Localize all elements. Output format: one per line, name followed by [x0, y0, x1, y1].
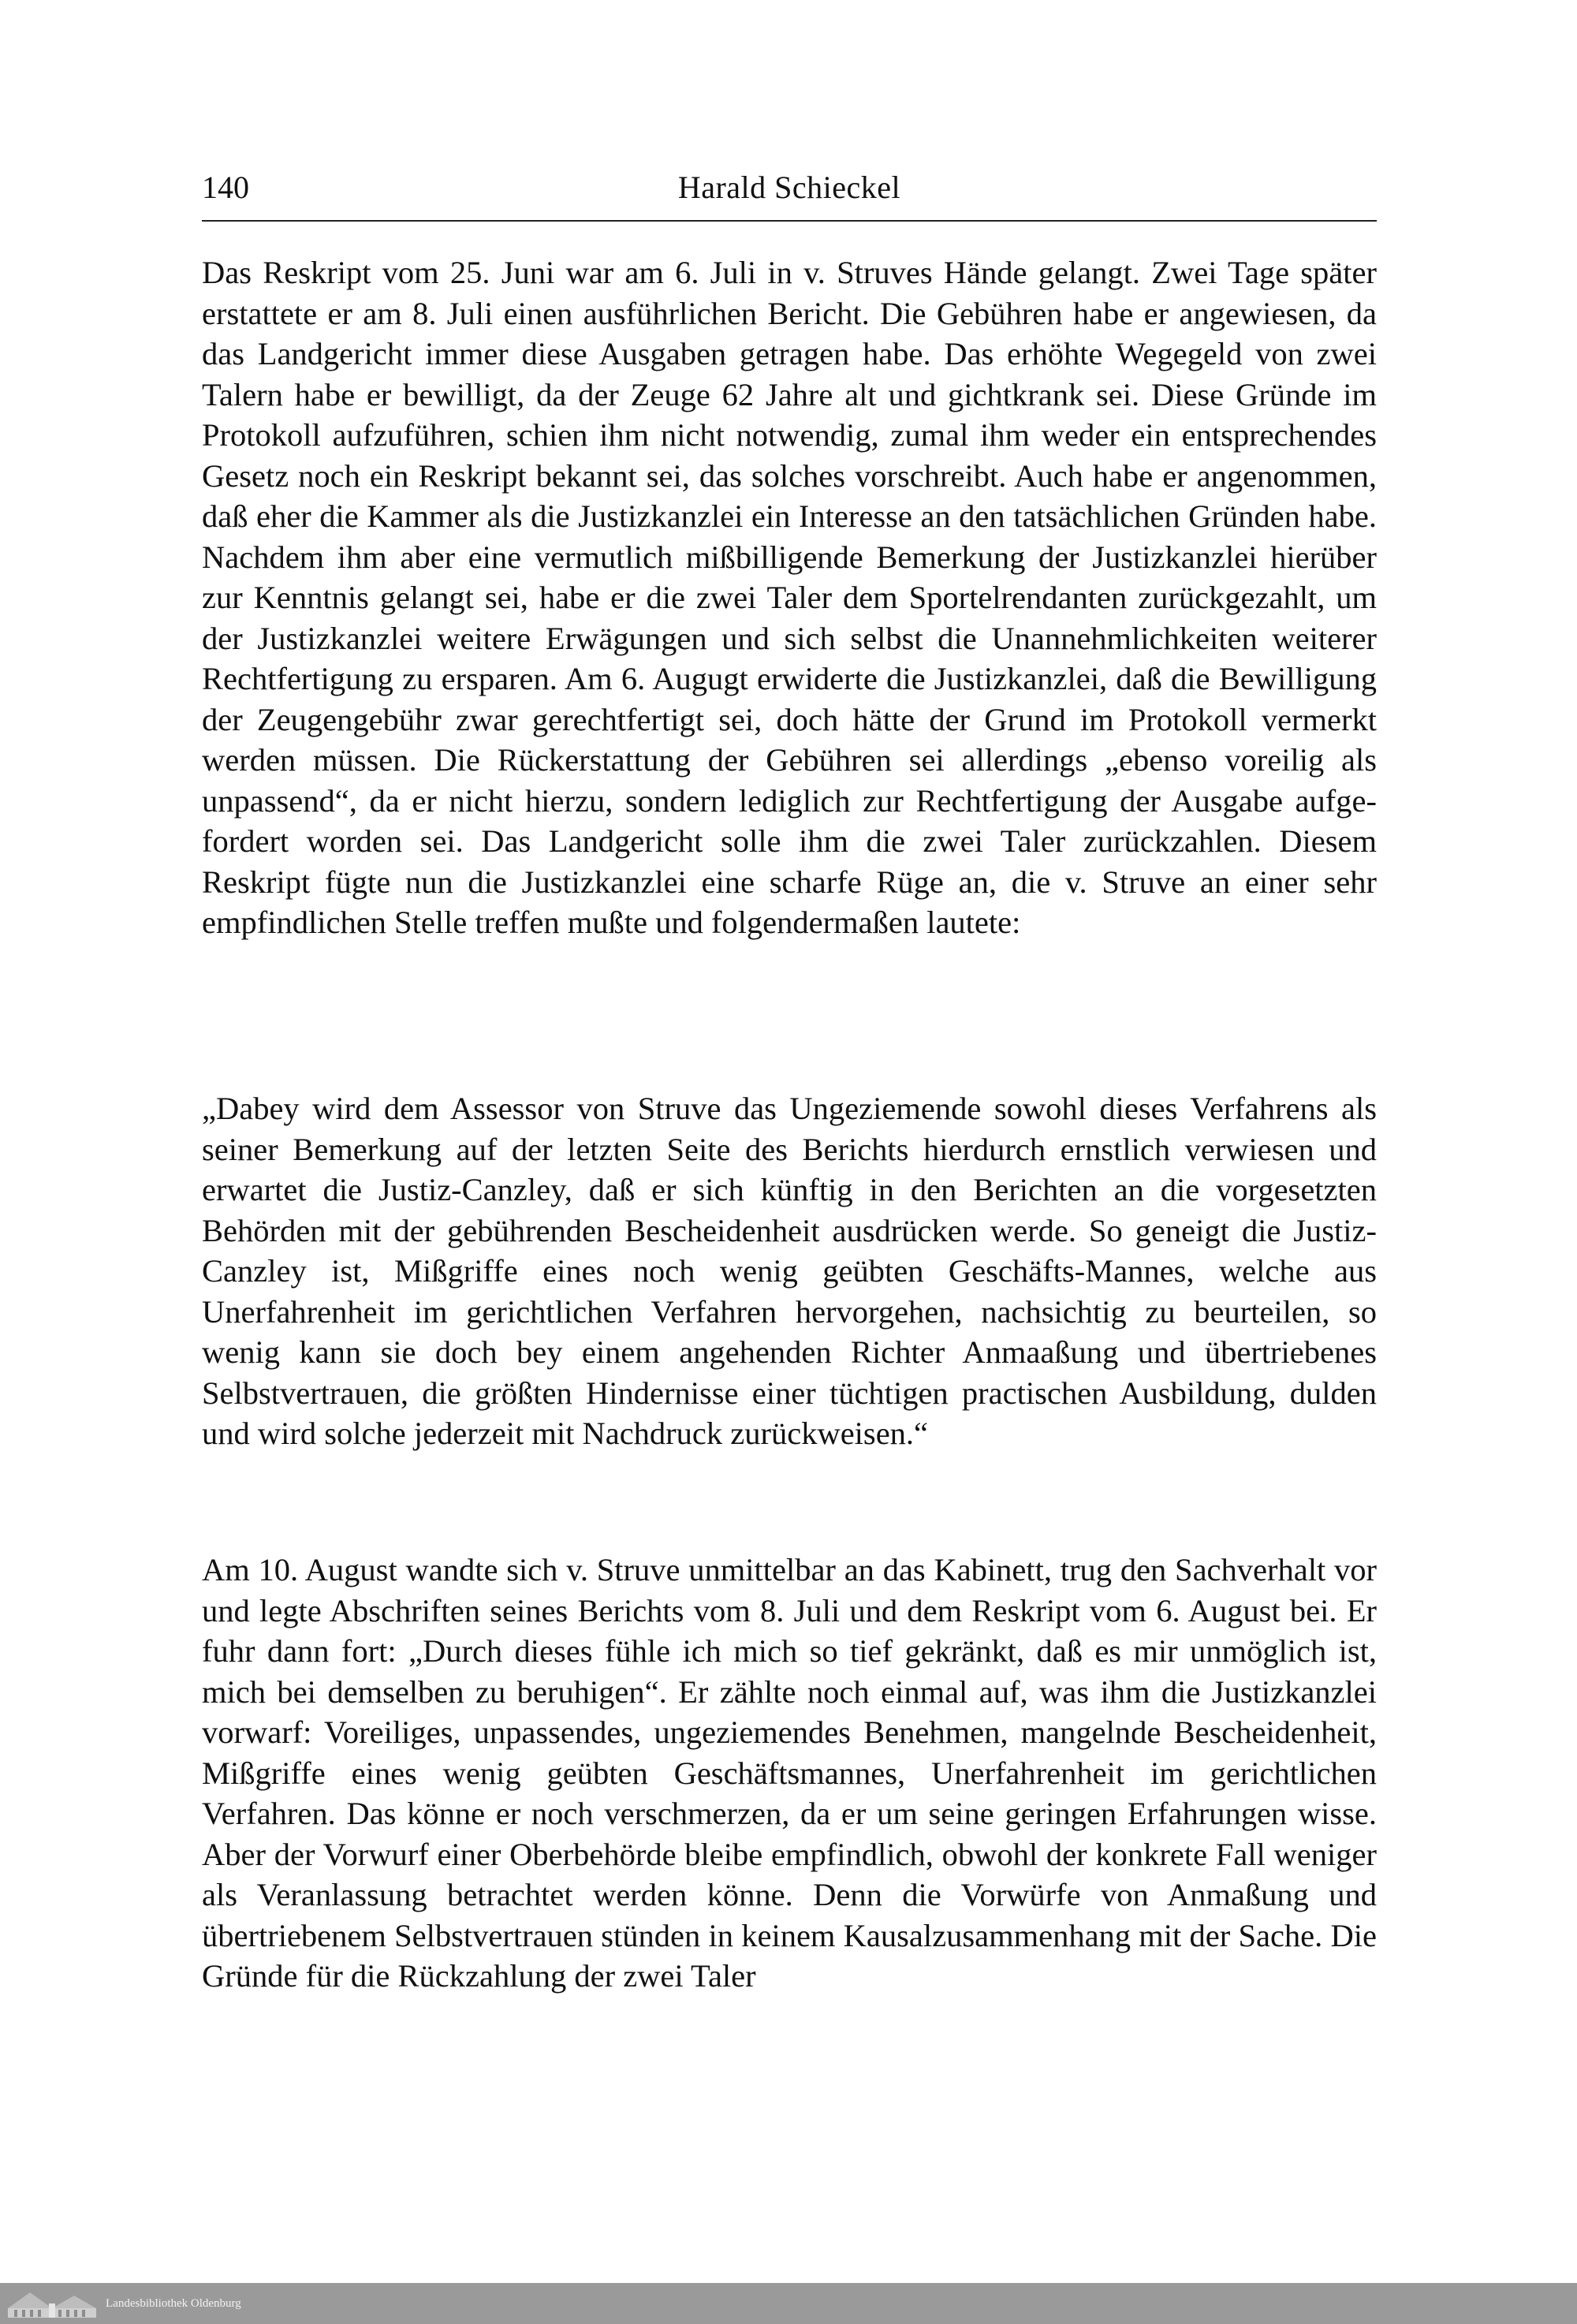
- body-paragraph: Am 10. August wandte sich v. Struve unmittelbar an das Kabinett, trug den Sachverhalt vor und legte Abschriften seines Berichts vom 8. Juli und dem Reskript vom 6. August bei. Er fuhr dann fort: „Durch dieses fühle ich mich so tief gekränkt, daß es mir unmöglich ist, mich bei demselben zu beruhigen“. Er zählte noch einmal auf, was ihm die Justizkanzlei vorwarf: Voreiliges, unpassendes, ungeziemendes Benehmen, mangelnde Bescheidenheit, Mißgriffe eines wenig geübten Geschäftsmannes, Unerfahrenheit im gerichtlichen Verfahren. Das könne er noch verschmerzen, da er um seine geringen Erfahrungen wisse. Aber der Vorwurf einer Oberbehörde bleibe empfindlich, obwohl der konkrete Fall weniger als Veranlassung betrachtet werden könne. Denn die Vorwürfe von Anmaßung und übertriebenem Selbstvertrauen stünden in keinem Kausalzusammenhang mit der Sache. Die Gründe für die Rückzahlung der zwei Taler: [202, 1552, 1377, 1994]
- library-label: Landesbibliothek Oldenburg: [106, 2297, 241, 2310]
- footer-bar: [0, 2283, 1577, 2324]
- library-building-icon: [6, 2288, 98, 2319]
- running-title: Harald Schieckel: [677, 170, 901, 205]
- page-number: 140: [202, 170, 249, 205]
- header-rule: [202, 220, 1377, 222]
- block-quote: „Dabey wird dem Assessor von Struve das Ungeziemende sowohl dieses Verfahrens als seiner Bemerkung auf der letzten Seite des Berichts hierdurch ernstlich verwiesen und erwartet die Justiz-Canzley, daß er sich künftig in den Berichten an die vorgesetzten Behörden mit der gebührenden Bescheidenheit ausdrücken werde. So geneigt die Justiz-Canzley ist, Mißgriffe eines noch wenig geübten Geschäfts-Mannes, welche aus Unerfahrenheit im gerichtlichen Verfahren hervorgehen, nachsichtig zu beurteilen, so wenig kann sie doch bey einem angehenden Richter Anmaaßung und übertriebenes Selbstvertrauen, die größten Hindernisse einer tüchtigen practischen Ausbildung, dulden und wird solche jederzeit mit Nachdruck zurückweisen.“: [202, 1091, 1377, 1451]
- body-paragraph: Das Reskript vom 25. Juni war am 6. Juli in v. Struves Hände gelangt. Zwei Tage später erstattete er am 8. Juli einen ausführlichen Bericht. Die Gebühren habe er angewiesen, da das Landgericht immer diese Ausgaben getragen habe. Das erhöhte Wegegeld von zwei Talern habe er bewilligt, da der Zeuge 62 Jahre alt und gichtkrank sei. Diese Gründe im Protokoll aufzuführen, schien ihm nicht notwendig, zumal ihm weder ein entsprechendes Gesetz noch ein Reskript bekannt sei, das solches vorschreibt. Auch habe er angenommen, daß eher die Kammer als die Justizkanzlei ein Interesse an den tatsächlichen Gründen habe. Nachdem ihm aber eine vermutlich mißbilligende Bemerkung der Justizkanzlei hierüber zur Kenntnis gelangt sei, habe er die zwei Taler dem Sportelrendanten zurückgezahlt, um der Justizkanzlei weitere Erwägungen und sich selbst die Unannehmlichkeiten weiterer Rechtfertigung zu ersparen. Am 6. Augugt erwiderte die Justizkanzlei, daß die Bewilligung der Zeugengebühr zwar gerechtfertigt sei, doch hätte der Grund im Protokoll vermerkt werden müssen. Die Rückerstattung der Gebühren sei allerdings „ebenso voreilig als unpassend“, da er nicht hierzu, sondern lediglich zur Rechtfertigung der Ausgabe aufgefordert worden sei. Das Landgericht solle ihm die zwei Taler zurückzahlen. Diesem Reskript fügte nun die Justizkanzlei eine scharfe Rüge an, die v. Struve an einer sehr empfindlichen Stelle treffen mußte und folgendermaßen lautete:: [202, 255, 1377, 940]
- running-head: [202, 164, 1377, 219]
